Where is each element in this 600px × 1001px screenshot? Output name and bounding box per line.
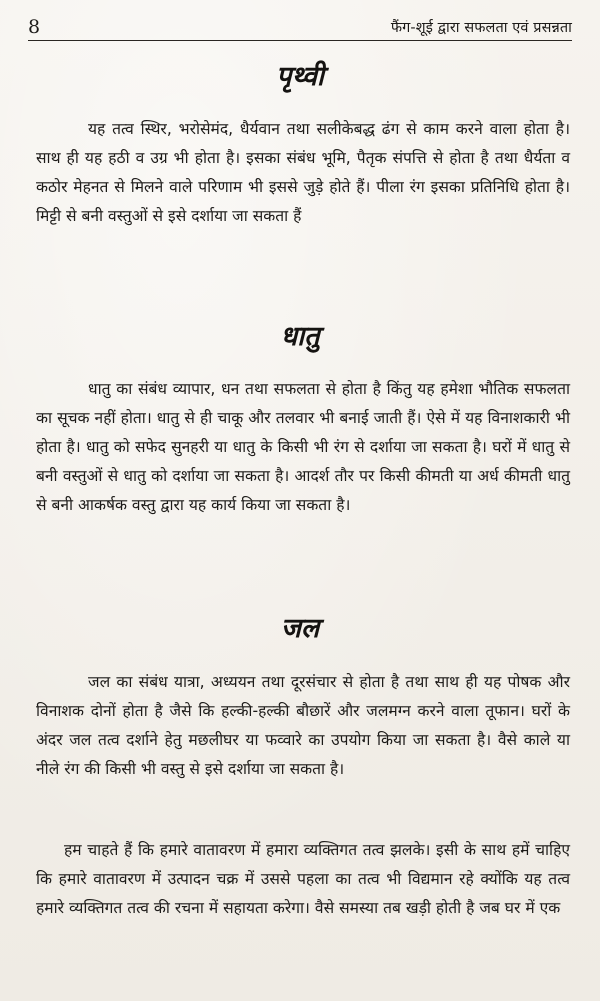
heading-water: जल xyxy=(280,613,320,644)
paragraph-earth: यह तत्व स्थिर, भरोसेमंद, धैर्यवान तथा सलीकेबद्ध ढंग से काम करने वाला होता है। साथ ही यह हठी व उग्र भी होता है। इसका संबंध भूमि, पैतृक संपत्ति से होता है तथा धैर्यता व कठोर मेहनत से मिलने वाले परिणाम भी इससे जुड़े होते हैं। पीला रंग इसका प्रतिनिधि होता है। मिट्टी से बनी वस्तुओं से इसे दर्शाया जा सकता हैं xyxy=(36,120,570,225)
paragraph-metal: धातु का संबंध व्यापार, धन तथा सफलता से होता है किंतु यह हमेशा भौतिक सफलता का सूचक नहीं होता। धातु से ही चाकू और तलवार भी बनाई जाती हैं। ऐसे में यह विनाशकारी भी होता है। धातु को सफेद सुनहरी या धातु के किसी भी रंग से दर्शाया जा सकता है। घरों में धातु से बनी वस्तुओं से धातु को दर्शाया जा सकता है। आदर्श तौर पर किसी कीमती या अर्ध कीमती धातु से बनी आकर्षक वस्तु द्वारा यह कार्य किया जा सकता है। xyxy=(36,380,570,514)
page-number: 8 xyxy=(28,16,41,38)
running-title: फैंग-शूई द्वारा सफलता एवं प्रसन्नता xyxy=(390,20,572,36)
paragraph-closing: हम चाहते हैं कि हमारे वातावरण में हमारा व्यक्तिगत तत्व झलके। इसी के साथ हमें चाहिए कि हमारे वातावरण में उत्पादन चक्र में उससे पहला का तत्व भी विद्यमान रहे क्योंकि यह तत्व हमारे व्यक्तिगत तत्व की रचना में सहायता करेगा। वैसे समस्या तब खड़ी होती है जब घर में एक xyxy=(36,841,570,917)
heading-metal: धातु xyxy=(280,321,320,352)
page-header xyxy=(28,12,572,41)
heading-earth: पृथ्वी xyxy=(276,61,324,92)
paragraph-water: जल का संबंध यात्रा, अध्ययन तथा दूरसंचार से होता है तथा साथ ही यह पोषक और विनाशक दोनों होता है जैसे कि हल्की-हल्की बौछारें और जलमग्न करने वाला तूफान। घरों के अंदर जल तत्व दर्शाने हेतु मछलीघर या फव्वारे का उपयोग किया जा सकता है। वैसे काले या नीले रंग की किसी भी वस्तु से इसे दर्शाया जा सकता है। xyxy=(36,673,570,778)
